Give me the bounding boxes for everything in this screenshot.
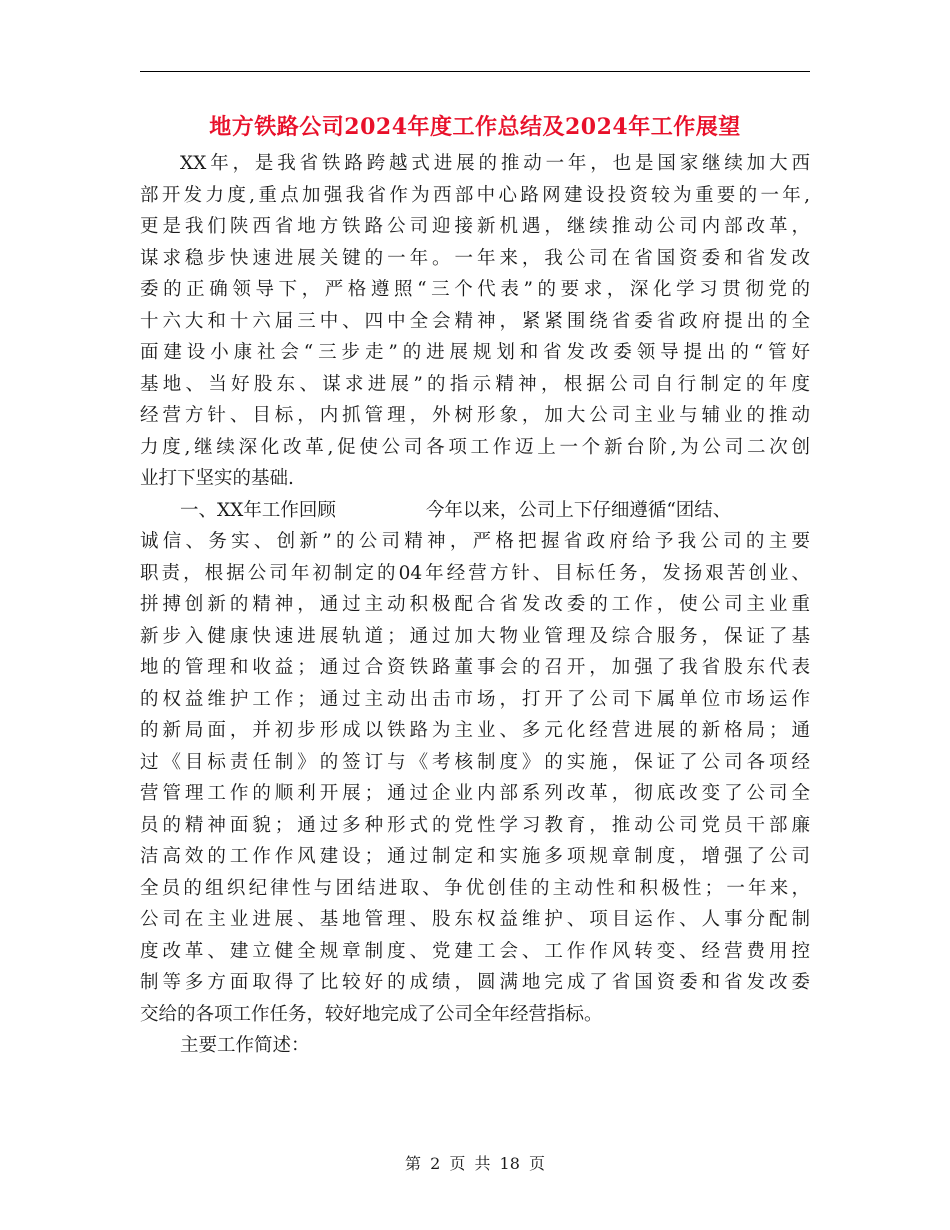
- text-line: 基地、当好股东、谋求进展”的指示精神，根据公司自行制定的年度: [140, 373, 810, 395]
- document-title: 地方铁路公司2024年度工作总结及2024年工作展望: [209, 114, 741, 140]
- text-line: 经营方针、目标，内抓管理，外树形象，加大公司主业与辅业的推动: [140, 405, 810, 426]
- text-line: 洁高效的工作作风建设；通过制定和实施多项规章制度，增强了公司: [140, 846, 810, 867]
- text-line: 拼搏创新的精神，通过主动积极配合省发改委的工作，使公司主业重: [140, 594, 810, 615]
- section-heading-line: [140, 495, 810, 527]
- text-line: 的新局面，并初步形成以铁路为主业、多元化经营进展的新格局；通: [140, 720, 810, 741]
- text-line: 谋求稳步快速进展关键的一年。一年来，我公司在省国资委和省发改: [140, 247, 810, 269]
- text-line: 诚信、务实、创新”的公司精神，严格把握省政府给予我公司的主要: [140, 531, 810, 552]
- text-line: 业打下坚实的基础.: [140, 468, 294, 489]
- text-line: 营管理工作的顺利开展；通过企业内部系列改革，彻底改变了公司全: [140, 783, 810, 804]
- text-line: 公司在主业进展、基地管理、股东权益维护、项目运作、人事分配制: [140, 909, 810, 930]
- text-line: 职责，根据公司年初制定的04年经营方针、目标任务，发扬艰苦创业、: [140, 562, 810, 584]
- text-line: 更是我们陕西省地方铁路公司迎接新机遇，继续推动公司内部改革，: [140, 216, 810, 237]
- section-heading: 主要工作简述：: [180, 1035, 310, 1056]
- text-line: 部开发力度,重点加强我省作为西部中心路网建设投资较为重要的一年,: [140, 184, 810, 206]
- section-first-text: 今年以来，公司上下仔细遵循“团结、: [425, 499, 732, 521]
- header-rule: [140, 71, 810, 72]
- text-line: 面建设小康社会“三步走”的进展规划和省发改委领导提出的“管好: [140, 342, 810, 363]
- text-line: 新步入健康快速进展轨道；通过加大物业管理及综合服务，保证了基: [140, 625, 810, 647]
- text-line: 员的精神面貌；通过多种形式的党性学习教育，推动公司党员干部廉: [140, 814, 810, 836]
- text-line: 度改革、建立健全规章制度、党建工会、工作作风转变、经营费用控: [140, 940, 810, 962]
- text-line: 过《目标责任制》的签订与《考核制度》的实施，保证了公司各项经: [140, 751, 810, 773]
- page-number-footer: 第 2 页 共 18 页: [405, 1154, 545, 1173]
- text-line: 制等多方面取得了比较好的成绩，圆满地完成了省国资委和省发改委: [140, 972, 810, 993]
- text-line: 地的管理和收益；通过合资铁路董事会的召开，加强了我省股东代表: [140, 657, 810, 678]
- text-line: 交给的各项工作任务，较好地完成了公司全年经营指标。: [140, 1003, 603, 1025]
- text-line: 的权益维护工作；通过主动出击市场，打开了公司下属单位市场运作: [140, 688, 810, 710]
- text-line: 力度,继续深化改革,促使公司各项工作迈上一个新台阶,为公司二次创: [140, 436, 810, 458]
- text-line: XX年，是我省铁路跨越式进展的推动一年，也是国家继续加大西: [180, 153, 810, 174]
- text-line: 委的正确领导下，严格遵照“三个代表”的要求，深化学习贯彻党的: [140, 279, 810, 300]
- section-heading: 一、XX年工作回顾: [180, 499, 336, 521]
- document-body: [140, 148, 810, 1062]
- text-line: 十六大和十六届三中、四中全会精神，紧紧围绕省委省政府提出的全: [140, 310, 810, 332]
- text-line: 全员的组织纪律性与团结进取、争优创佳的主动性和积极性；一年来，: [140, 877, 810, 899]
